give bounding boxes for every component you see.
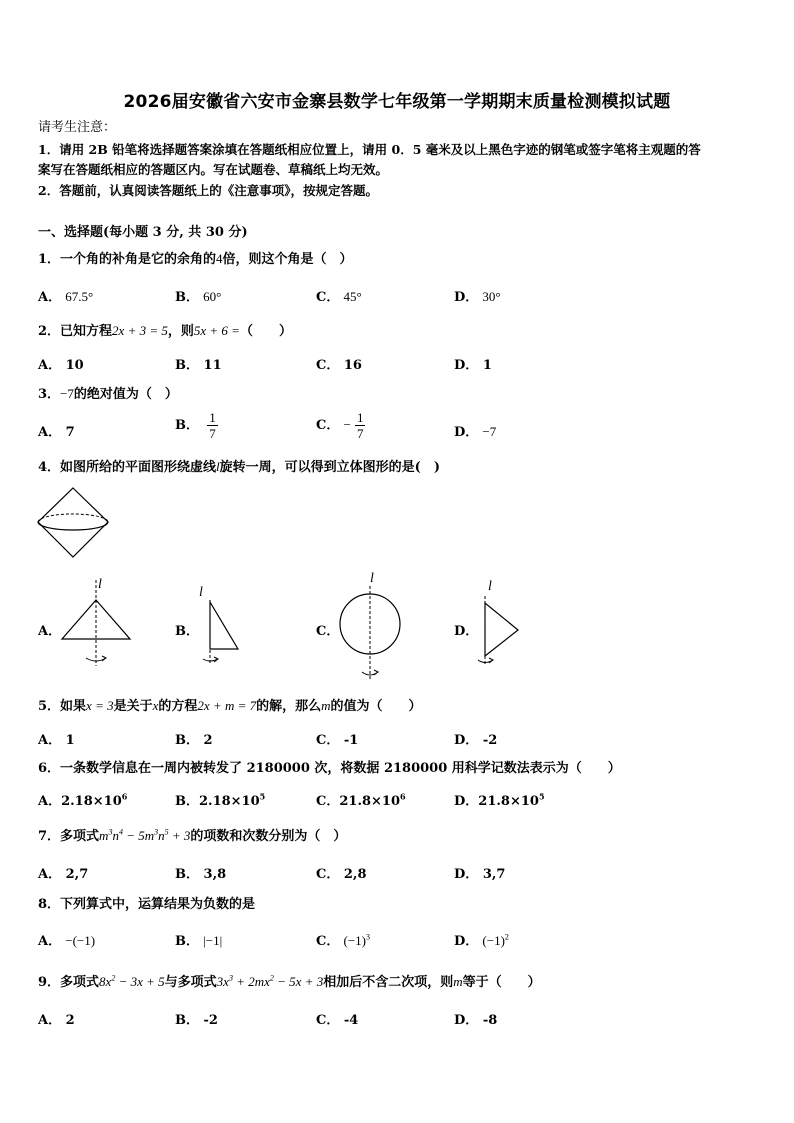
question-9-option-c[interactable]: C． -4 bbox=[316, 1013, 359, 1028]
question-6-option-c[interactable]: C．$21.8\times 10^6$ bbox=[316, 791, 406, 809]
option-a-triangle-figure bbox=[58, 576, 132, 668]
notice-line-1a: 1．请用 2B 铅笔将选择题答案涂填在答题纸相应位置上，请用 0．5 毫米及以上黑色字迹的钢笔或签字笔将主观题的答 bbox=[38, 142, 701, 157]
question-4-option-c[interactable]: C． bbox=[316, 624, 340, 639]
question-9-option-d[interactable]: D． -8 bbox=[454, 1013, 498, 1028]
question-7-option-d[interactable]: D． 3,7 bbox=[454, 867, 506, 882]
question-8-option-a[interactable]: A． −(−1) bbox=[38, 933, 96, 949]
notice-heading: 请考生注意： bbox=[38, 120, 117, 135]
question-8-stem: 8．下列算式中，运算结果为负数的是 bbox=[38, 897, 256, 912]
question-8-option-d[interactable]: D． $(-1)^2$ bbox=[454, 932, 509, 949]
question-5-option-b[interactable]: B． 2 bbox=[175, 733, 213, 748]
question-8-option-c[interactable]: C． $(-1)^3$ bbox=[316, 932, 370, 949]
double-cone-figure bbox=[36, 486, 112, 560]
question-1-option-c[interactable]: C． 45° bbox=[316, 289, 362, 305]
question-6-option-a[interactable]: A．$2.18\times 10^6$ bbox=[38, 791, 128, 809]
question-9-option-b[interactable]: B． -2 bbox=[175, 1013, 218, 1028]
notice-line-1b: 案写在答题纸相应的答题区内。写在试题卷、草稿纸上均无效。 bbox=[38, 162, 389, 177]
question-6-option-d[interactable]: D．$21.8\times 10^5$ bbox=[454, 791, 545, 809]
notice-line-2: 2．答题前，认真阅读答题纸上的《注意事项》，按规定答题。 bbox=[38, 183, 378, 198]
question-2-option-d[interactable]: D． 1 bbox=[454, 358, 492, 373]
polynomial-1: $8x^2 - 3x + 5$ bbox=[99, 973, 165, 989]
axis-label: l bbox=[488, 579, 492, 594]
question-2-stem: 2．已知方程2x + 3 = 5，则5x + 6 =（ ） bbox=[38, 323, 292, 339]
question-3-option-c[interactable]: C． − $\frac{1}{7}$ bbox=[316, 410, 364, 441]
polynomial-expression: $m^3n^4 - 5m^3n^5 + 3$ bbox=[99, 827, 191, 843]
axis-label: l bbox=[98, 577, 102, 592]
question-7-stem: 7．多项式$m^3n^4 - 5m^3n^5 + 3$的项数和次数分别为（ ） bbox=[38, 827, 347, 844]
section-heading: 一、选择题(每小题 3 分, 共 30 分) bbox=[38, 225, 248, 240]
question-2-option-c[interactable]: C． 16 bbox=[316, 358, 362, 373]
axis-label: l bbox=[199, 585, 203, 600]
question-4-stem: 4．如图所给的平面图形绕虚线l旋转一周，可以得到立体图形的是( ) bbox=[38, 459, 440, 475]
fraction: $\frac{1}{7}$ bbox=[209, 410, 216, 441]
option-c-circle-figure bbox=[336, 568, 406, 684]
question-4-option-d[interactable]: D． bbox=[454, 624, 479, 639]
question-5-option-d[interactable]: D． -2 bbox=[454, 733, 498, 748]
fraction: $\frac{1}{7}$ bbox=[356, 410, 364, 441]
question-8-option-b[interactable]: B． |−1| bbox=[175, 933, 223, 949]
option-b-triangle-figure bbox=[196, 580, 244, 666]
option-d-triangle-figure bbox=[476, 576, 524, 670]
question-5-stem: 5．如果x = 3是关于x的方程2x + m = 7的解，那么m的值为（ ） bbox=[38, 698, 422, 714]
question-9-stem: 9．多项式$8x^2 - 3x + 5$与多项式$3x^3 + 2mx^2 - 5x + 3$相加后不含二次项，则m等于（ ） bbox=[38, 973, 541, 990]
question-7-option-a[interactable]: A． 2,7 bbox=[38, 867, 89, 882]
question-5-option-c[interactable]: C． -1 bbox=[316, 733, 359, 748]
question-4-option-b[interactable]: B． bbox=[175, 624, 199, 639]
question-3-stem: 3．−7的绝对值为（ ） bbox=[38, 386, 178, 402]
question-4-option-a[interactable]: A． bbox=[38, 624, 62, 639]
question-3-option-b[interactable]: B． $\frac{1}{7}$ bbox=[175, 410, 216, 441]
polynomial-2: $3x^3 + 2mx^2 - 5x + 3$ bbox=[216, 973, 324, 989]
question-1-stem: 1．一个角的补角是它的余角的4倍，则这个角是（ ） bbox=[38, 251, 353, 267]
question-2-option-a[interactable]: A． 10 bbox=[38, 358, 84, 373]
question-3-option-a[interactable]: A． 7 bbox=[38, 425, 75, 440]
axis-label: l bbox=[370, 571, 374, 586]
exam-title: 2026届安徽省六安市金寨县数学七年级第一学期期末质量检测模拟试题 bbox=[123, 92, 671, 112]
question-7-option-b[interactable]: B． 3,8 bbox=[175, 867, 227, 882]
question-6-option-b[interactable]: B．$2.18\times 10^5$ bbox=[175, 791, 266, 809]
question-1-option-d[interactable]: D． 30° bbox=[454, 289, 501, 305]
question-5-option-a[interactable]: A． 1 bbox=[38, 733, 75, 748]
question-1-option-b[interactable]: B． 60° bbox=[175, 289, 222, 305]
question-1-option-a[interactable]: A． 67.5° bbox=[38, 289, 94, 305]
question-9-option-a[interactable]: A． 2 bbox=[38, 1013, 75, 1028]
question-7-option-c[interactable]: C． 2,8 bbox=[316, 867, 367, 882]
question-6-stem: 6．一条数学信息在一周内被转发了 2180000 次，将数据 2180000 用科学记数法表示为（ ） bbox=[38, 761, 621, 776]
question-2-option-b[interactable]: B． 11 bbox=[175, 358, 222, 373]
question-3-option-d[interactable]: D． −7 bbox=[454, 424, 497, 440]
